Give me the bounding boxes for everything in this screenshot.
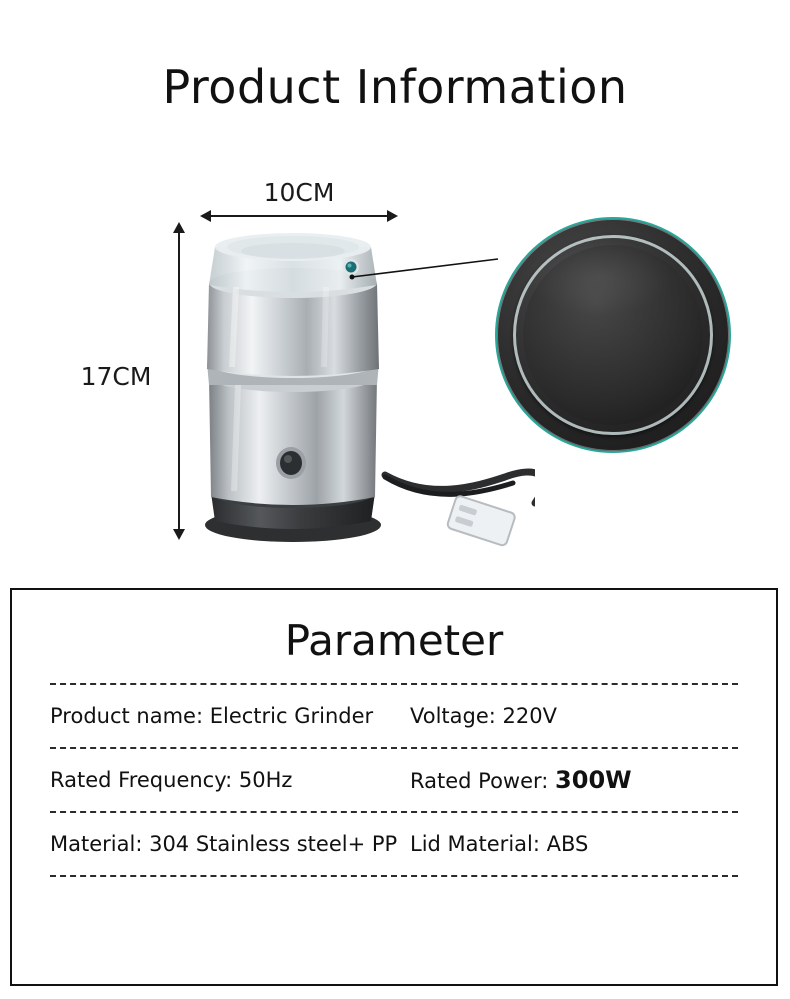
parameter-value: 304 Stainless steel+ PP [149, 832, 398, 856]
lid-detail-zoom [495, 217, 731, 453]
parameter-cell-lid-material [410, 832, 738, 856]
table-row [50, 813, 738, 875]
parameter-label: Rated Power: [410, 769, 549, 793]
parameter-value: 220V [502, 704, 557, 728]
width-dimension-label: 10CM [263, 178, 335, 207]
parameter-cell-material [50, 832, 410, 856]
table-row [50, 685, 738, 747]
lid-detail-highlight [525, 238, 673, 317]
callout-line-icon [348, 255, 508, 290]
height-dimension-arrow-icon [178, 232, 180, 530]
parameter-label: Product name: [50, 704, 204, 728]
parameter-value: ABS [546, 832, 589, 856]
parameter-cell-voltage [410, 704, 738, 728]
parameter-value: 300W [555, 766, 632, 794]
table-row [50, 749, 738, 811]
height-dimension-label: 17CM [80, 362, 152, 391]
parameter-cell-product-name [50, 704, 410, 728]
bottom-spacer [0, 986, 790, 999]
parameter-label: Material: [50, 832, 143, 856]
parameter-box [10, 588, 778, 986]
parameter-title: Parameter [284, 616, 504, 665]
parameter-label: Rated Frequency: [50, 768, 233, 792]
parameter-cell-rated-frequency [50, 768, 410, 792]
parameter-label: Voltage: [410, 704, 496, 728]
parameter-label: Lid Material: [410, 832, 540, 856]
parameter-table [50, 683, 738, 877]
divider [50, 875, 738, 877]
page-title: Product Information [162, 60, 628, 114]
width-dimension-arrow-icon [210, 215, 388, 217]
parameter-value: Electric Grinder [209, 704, 374, 728]
parameter-value: 50Hz [238, 768, 293, 792]
parameter-cell-rated-power [410, 766, 738, 794]
